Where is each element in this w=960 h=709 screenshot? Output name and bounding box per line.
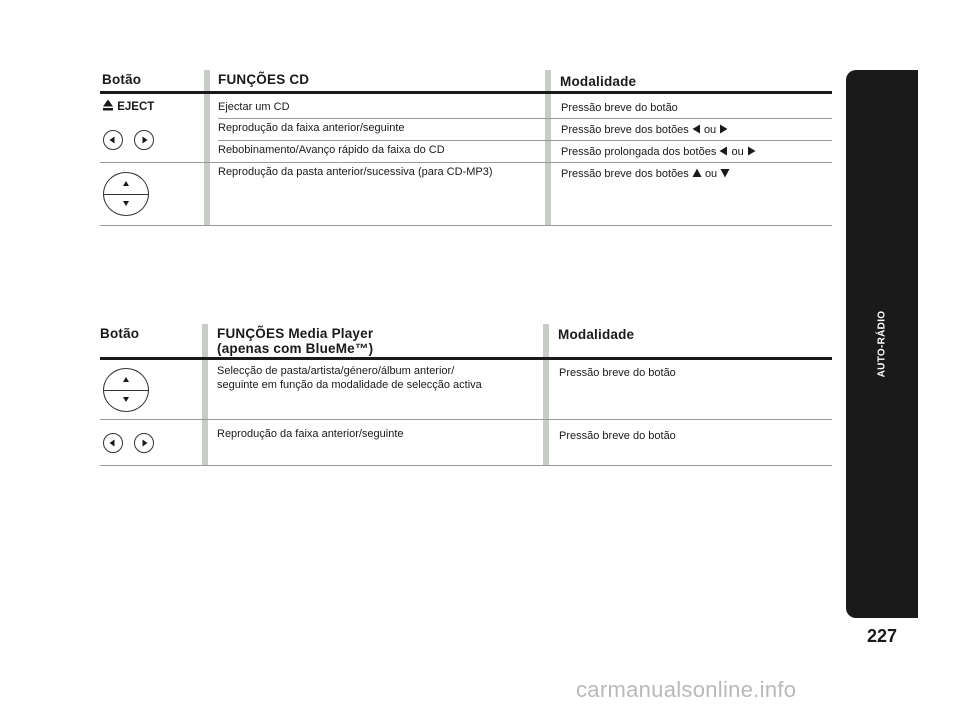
column-separator bbox=[202, 324, 208, 465]
cd-row-3-mode-or: ou bbox=[731, 146, 744, 158]
cd-row-4-mode-text: Pressão breve dos botões bbox=[561, 168, 689, 180]
left-arrow-button-icon bbox=[103, 130, 123, 150]
section-side-tab bbox=[846, 70, 918, 618]
media-row-1-mode: Pressão breve do botão bbox=[559, 367, 676, 379]
row-divider bbox=[100, 465, 832, 466]
cd-row-2-mode-text: Pressão breve dos botões bbox=[561, 124, 689, 136]
watermark: carmanualsonline.info bbox=[576, 677, 797, 702]
media-row-2-function: Reprodução da faixa anterior/seguinte bbox=[217, 428, 404, 440]
left-triangle-icon bbox=[692, 124, 701, 134]
row-divider bbox=[100, 225, 832, 226]
column-separator bbox=[543, 324, 549, 465]
down-triangle-icon bbox=[720, 168, 730, 178]
cd-row-2-function: Reprodução da faixa anterior/seguinte bbox=[218, 122, 405, 134]
media-row-1-function-line2: seguinte em função da modalidade de selecção activa bbox=[217, 378, 482, 391]
left-arrow-button-icon bbox=[103, 433, 123, 453]
eject-button-label bbox=[102, 99, 154, 113]
cd-row-3-mode bbox=[561, 146, 756, 160]
header-function: FUNÇÕES CD bbox=[218, 72, 310, 87]
cd-row-1-mode: Pressão breve do botão bbox=[561, 102, 678, 114]
row-divider bbox=[218, 118, 832, 119]
header-mode: Modalidade bbox=[560, 74, 637, 89]
cd-row-3-function: Rebobinamento/Avanço rápido da faixa do CD bbox=[218, 144, 445, 156]
cd-row-1-function: Ejectar um CD bbox=[218, 101, 290, 113]
cd-row-2-mode-or: ou bbox=[703, 124, 717, 136]
cd-row-3-mode-text: Pressão prolongada dos botões bbox=[561, 146, 717, 158]
cd-row-4-function: Reprodução da pasta anterior/sucessiva (para CD-MP3) bbox=[218, 166, 493, 178]
eject-icon bbox=[102, 99, 114, 111]
up-down-button-icon bbox=[103, 172, 149, 216]
eject-label: EJECT bbox=[117, 101, 155, 113]
header-mode: Modalidade bbox=[558, 327, 635, 342]
header-function-line2: (apenas com BlueMe™) bbox=[217, 341, 374, 356]
row-divider bbox=[100, 419, 832, 420]
header-rule bbox=[100, 357, 832, 360]
section-side-tab-label: AUTO-RÁDIO bbox=[876, 310, 888, 378]
right-triangle-icon bbox=[719, 124, 728, 134]
header-function-line1: FUNÇÕES Media Player bbox=[217, 326, 374, 341]
row-divider bbox=[100, 162, 832, 163]
cd-row-2-mode bbox=[561, 124, 728, 138]
media-row-1-function bbox=[217, 365, 482, 392]
right-arrow-button-icon bbox=[134, 130, 154, 150]
row-divider bbox=[218, 140, 832, 141]
left-triangle-icon bbox=[719, 146, 728, 156]
media-row-1-function-line1: Selecção de pasta/artista/género/álbum anterior/ bbox=[217, 365, 455, 377]
cd-row-4-mode-or: ou bbox=[704, 168, 718, 180]
header-function bbox=[217, 326, 373, 356]
page-number: 227 bbox=[866, 626, 898, 646]
header-button: Botão bbox=[102, 72, 142, 87]
right-arrow-button-icon bbox=[134, 433, 154, 453]
cd-row-4-mode bbox=[561, 168, 730, 182]
media-row-2-mode: Pressão breve do botão bbox=[559, 430, 676, 442]
header-button: Botão bbox=[100, 326, 140, 341]
up-triangle-icon bbox=[692, 168, 702, 178]
up-down-button-icon bbox=[103, 368, 149, 412]
right-triangle-icon bbox=[747, 146, 756, 156]
header-rule bbox=[100, 91, 832, 94]
